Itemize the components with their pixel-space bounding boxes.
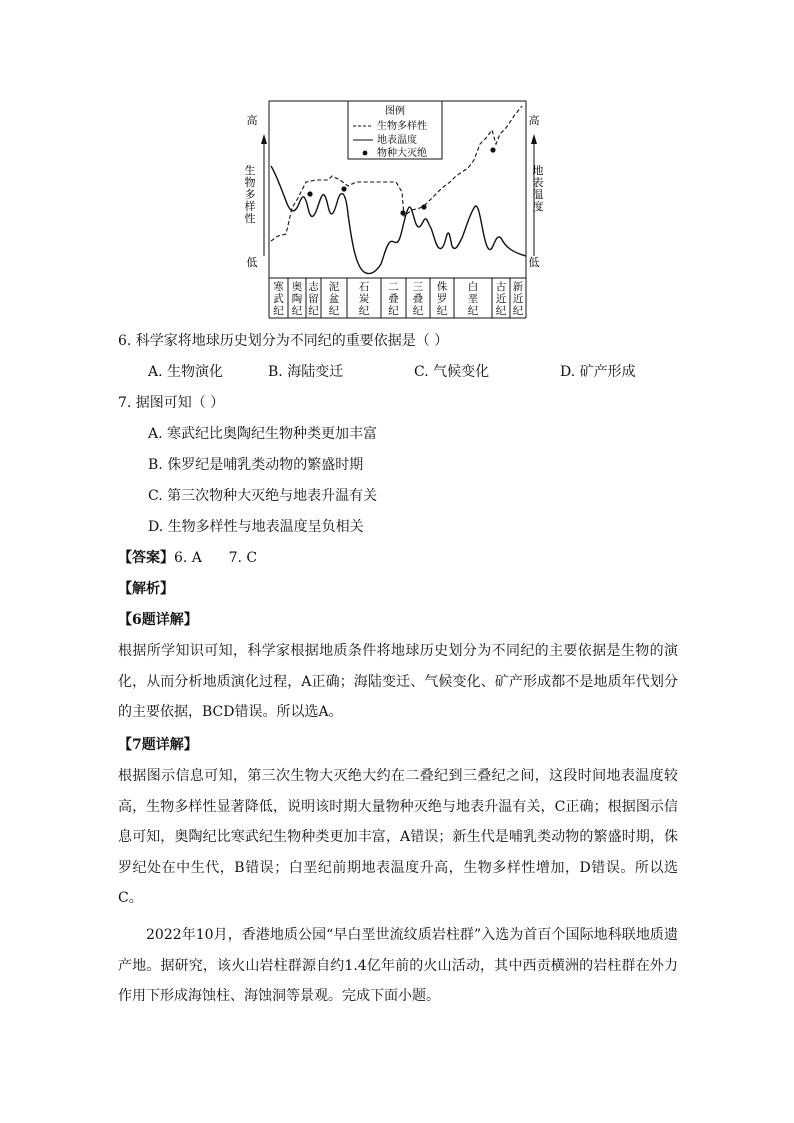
- period-label-char: 新: [512, 281, 524, 293]
- legend-label-biodiversity: 生物多样性: [377, 121, 427, 132]
- q7-option-a: A. 寒武纪比奥陶纪生物种类更加丰富: [148, 426, 378, 442]
- extinction-dot: [341, 186, 346, 191]
- left-axis-low: 低: [246, 256, 258, 269]
- analysis-label: 【解析】: [118, 581, 174, 597]
- period-label-char: 二: [388, 281, 399, 293]
- legend-label-temperature: 地表温度: [377, 135, 417, 146]
- q6-option-a: A. 生物演化: [148, 364, 224, 380]
- detail-6-label: 【6题详解】: [118, 612, 198, 628]
- answer-text: 6. A 7. C: [174, 550, 258, 566]
- q6-option-c: C. 气候变化: [414, 364, 490, 380]
- period-label-char: 纪: [291, 305, 303, 317]
- period-label-char: 炭: [358, 293, 370, 305]
- right-axis-label-char: 温: [532, 188, 544, 201]
- temperature-curve: [271, 166, 526, 274]
- period-label-char: 奥: [291, 281, 303, 293]
- period-label-char: 泥: [328, 281, 340, 293]
- period-label-char: 纪: [328, 305, 340, 317]
- period-label-char: 纪: [436, 305, 448, 317]
- period-label-char: 侏: [436, 281, 448, 293]
- legend-label-extinction: 物种大灭绝: [377, 148, 427, 159]
- period-label-char: 纪: [467, 305, 479, 317]
- period-label-char: 志: [308, 281, 319, 293]
- right-axis-arrowhead: [531, 134, 537, 144]
- period-label-char: 石: [358, 281, 370, 293]
- right-axis-high: 高: [528, 114, 540, 127]
- legend-dot-sample: [363, 151, 368, 156]
- period-label-char: 纪: [412, 305, 424, 317]
- period-label-char: 陶: [291, 293, 303, 305]
- extinction-dot: [400, 210, 405, 215]
- period-label-char: 留: [308, 293, 319, 305]
- extinction-dot: [490, 147, 495, 152]
- period-label-char: 罗: [436, 293, 448, 305]
- period-label-char: 盆: [328, 293, 340, 305]
- extinction-dot: [307, 191, 312, 196]
- question-7-stem: 7. 据图可知（ ）: [118, 395, 225, 411]
- left-axis-label: [245, 163, 256, 225]
- right-axis-label-char: 表: [532, 176, 544, 189]
- detail-6-text: 根据所学知识可知，科学家根据地质条件将地球历史划分为不同纪的主要依据是生物的演化，从而分析地质演化过程，A正确；海陆变迁、气候变化、矿产形成都不是地质年代划分的主要依据，BCD错误。所以选A。: [118, 643, 678, 720]
- period-label-char: 纪: [308, 305, 319, 317]
- intro-paragraph: 2022年10月，香港地质公园“早白垩世流纹质岩柱群”入选为首百个国际地科联地质遗产地。据研究，该火山岩柱群源自约1.4亿年前的火山活动，其中西贡横洲的岩柱群在外力作用下形成海蚀柱、海蚀洞等景观。完成下面小题。: [118, 927, 678, 1004]
- extinction-dot: [421, 204, 426, 209]
- geologic-chart-figure: [236, 96, 546, 322]
- q7-option-d: D. 生物多样性与地表温度呈负相关: [148, 519, 364, 535]
- period-label-char: 白: [467, 281, 479, 293]
- right-axis-low: 低: [528, 256, 540, 269]
- period-label-char: 纪: [358, 305, 370, 317]
- period-label-char: 纪: [512, 305, 524, 317]
- left-axis-label-char: 物: [244, 176, 256, 189]
- right-axis-label: [533, 163, 544, 213]
- left-axis-label-char: 性: [244, 212, 256, 225]
- q6-option-d: D. 矿产形成: [560, 364, 636, 380]
- left-axis-label-char: 多: [244, 188, 256, 201]
- period-label-char: 纪: [273, 305, 284, 317]
- q7-option-b: B. 侏罗纪是哺乳类动物的繁盛时期: [148, 457, 364, 473]
- detail-7-text: 根据图示信息可知，第三次生物大灭绝大约在二叠纪到三叠纪之间，这段时间地表温度较高，生物多样性显著降低，说明该时期大量物种灭绝与地表升温有关，C正确；根据图示信息可知，奥陶纪比寒武纪生物种类更加丰富，A错误；新生代是哺乳类动物的繁盛时期，侏罗纪处在中生代，B错误；白垩纪前期地表温度升高，生物多样性增加，D错误。所以选C。: [118, 768, 678, 906]
- period-label-char: 近: [495, 293, 507, 305]
- q7-option-c: C. 第三次物种大灭绝与地表升温有关: [148, 488, 378, 504]
- right-axis-label-char: 地: [532, 164, 544, 177]
- answer-label: 【答案】: [118, 550, 174, 566]
- period-label-char: 叠: [388, 293, 399, 305]
- question-6-stem: 6. 科学家将地球历史划分为不同纪的重要依据是（ ）: [118, 333, 449, 349]
- period-label-char: 垩: [467, 293, 479, 305]
- detail-7-label: 【7题详解】: [118, 737, 198, 753]
- left-axis-high: 高: [246, 114, 258, 127]
- period-label-char: 古: [495, 281, 507, 293]
- left-axis-label-char: 生: [244, 164, 256, 177]
- left-axis-label-char: 样: [244, 200, 256, 213]
- right-axis-label-char: 度: [532, 200, 544, 213]
- answer-line: [118, 548, 257, 568]
- period-label-char: 近: [512, 293, 524, 305]
- period-label-char: 寒: [273, 281, 284, 293]
- period-label-char: 叠: [412, 293, 424, 305]
- period-label-char: 纪: [388, 305, 399, 317]
- legend-title: 图例: [385, 106, 405, 117]
- q6-option-b: B. 海陆变迁: [268, 364, 344, 380]
- period-label-char: 武: [273, 293, 284, 305]
- period-label-char: 三: [412, 281, 424, 293]
- period-row: [273, 278, 524, 318]
- period-label-char: 纪: [495, 305, 507, 317]
- left-axis-arrowhead: [261, 134, 267, 144]
